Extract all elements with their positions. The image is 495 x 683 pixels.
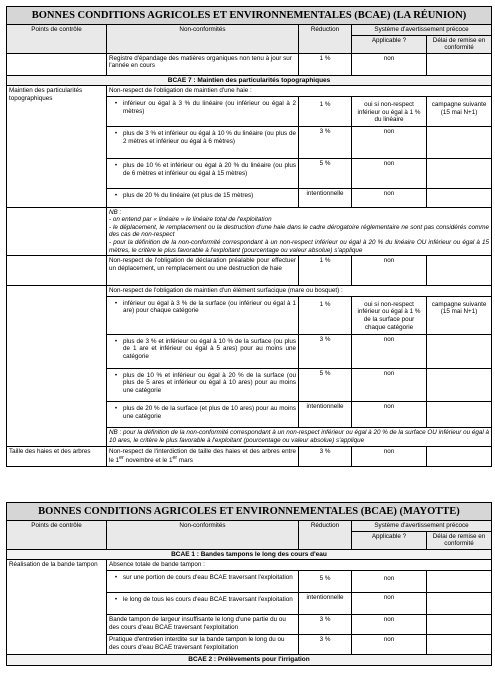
intro-text: Absence totale de bande tampon : <box>107 560 492 571</box>
header-nonconf: Non-conformités <box>107 25 299 54</box>
reduction-cell: intentionnelle <box>299 402 352 428</box>
reduction-cell: 5 % <box>299 368 352 402</box>
table-title: BONNES CONDITIONS AGRICOLES ET ENVIRONNEMENTALES (BCAE) (MAYOTTE) <box>7 503 492 521</box>
bullet-text: inférieur ou égal à 3 % du linéaire (ou inférieur ou égal à 2 mètres) <box>123 99 296 115</box>
reduction-cell: 1 % <box>299 53 352 75</box>
delai-cell: campagne suivante (15 mai N+1) <box>427 296 492 334</box>
delai-cell: campagne suivante (15 mai N+1) <box>427 96 492 126</box>
nonconf-cell: Pratique d'entretien interdite sur la bande tampon le long du ou des cours d'eau BCAE traversant l'exploitation <box>107 634 299 654</box>
point-label: Réalisation de la bande tampon <box>7 560 107 655</box>
bullet-text: sur une portion de cours d'eau BCAE traversant l'exploitation <box>123 573 293 581</box>
bcae-mayotte-table <box>6 502 492 666</box>
nonconf-cell: Non-respect de l'interdiction de taille des haies et des arbres entre le 1er novembre et le 1er mars <box>107 446 299 466</box>
reduction-cell: 3 % <box>299 446 352 466</box>
reduction-cell: 3 % <box>299 614 352 634</box>
applicable-cell: non <box>352 614 427 634</box>
header-points: Points de contrôle <box>7 25 107 54</box>
bcae-reunion-table <box>6 6 492 467</box>
bullet-icon: • <box>114 191 118 199</box>
section-title: BCAE 1 : Bandes tampons le long des cours d'eau <box>7 549 492 560</box>
bullet-icon: • <box>114 99 118 107</box>
bullet-text: le long de tous les cours d'eau BCAE traversant l'exploitation <box>123 595 293 603</box>
bullet-icon: • <box>114 573 118 581</box>
reduction-cell: intentionnelle <box>299 592 352 614</box>
nonconf-cell: Registre d'épandage des matières organiques non tenu à jour sur l'année en cours <box>107 53 299 75</box>
bullet-text: plus de 3 % et inférieur ou égal à 10 % du linéaire (ou plus de 2 mètres et inférieur ou égal à 6 mètres) <box>123 129 296 145</box>
applicable-cell: non <box>352 570 427 592</box>
applicable-cell: non <box>352 53 427 75</box>
applicable-cell: non <box>352 334 427 368</box>
applicable-cell: non <box>352 592 427 614</box>
applicable-cell: non <box>352 634 427 654</box>
nonconf-cell: Bande tampon de largeur insuffisante le long d'une partie du ou des cours d'eau BCAE traversant l'exploitation <box>107 614 299 634</box>
bullet-icon: • <box>114 405 118 413</box>
reduction-cell: 5 % <box>299 158 352 188</box>
applicable-cell: non <box>352 158 427 188</box>
reduction-cell: 5 % <box>299 570 352 592</box>
reduction-cell: 1 % <box>299 256 352 286</box>
bullet-icon: • <box>114 129 118 137</box>
header-reduction: Réduction <box>299 25 352 54</box>
header-systeme: Système d'avertissement précoce <box>352 521 492 532</box>
bullet-text: plus de 10 % et inférieur ou égal à 20 % du linéaire (ou plus de 6 mètres et inférieur ou égal à 15 mètres) <box>123 161 296 177</box>
nb-line: - pour la définition de la non-conformité correspondant à un non-respect inférieur ou égal à 20 % du linéaire OU inférieur ou égal à 15 mètres, le critère le plus favorable à l'exploitant (pourcentage ou valeur absolue) s'applique <box>109 238 490 254</box>
nb-line: - on entend par « linéaire » le linéaire total de l'exploitation <box>109 216 272 224</box>
applicable-cell: non <box>352 126 427 158</box>
bullet-text: inférieur ou égal à 3 % de la surface (ou inférieur ou égal à 1 are) pour chaque catégorie <box>123 299 296 315</box>
applicable-cell: non <box>352 368 427 402</box>
bullet-icon: • <box>114 371 118 379</box>
point-label: Maintien des particularités topographiques <box>7 86 107 207</box>
bullet-icon: • <box>114 595 118 603</box>
header-reduction: Réduction <box>299 521 352 550</box>
bullet-text: plus de 20 % de la surface (et plus de 10 ares) pour au moins une catégorie <box>123 405 296 420</box>
applicable-cell: non <box>352 402 427 428</box>
reduction-cell: 3 % <box>299 334 352 368</box>
reduction-cell: 1 % <box>299 296 352 334</box>
reduction-cell: 1 % <box>299 96 352 126</box>
header-applicable: Applicable ? <box>352 531 427 549</box>
nb-line: - le déplacement, le remplacement ou la destruction d'une haie dans le cadre dérogatoire réglementaire ne sont pas considérés comme des cas de non-respect <box>109 223 490 239</box>
table-title: BONNES CONDITIONS AGRICOLES ET ENVIRONNEMENTALES (BCAE) (LA RÉUNION) <box>7 7 492 25</box>
bullet-text: plus de 3 % et inférieur ou égal à 10 % de la surface (ou plus de 1 are et inférieur ou égal à 5 ares) pour au moins une catégorie <box>123 337 296 360</box>
nonconf-cell: Non-respect de l'obligation de déclaration préalable pour effectuer un déplacement, un remplacement ou une destruction de haie <box>107 256 299 286</box>
applicable-cell: non <box>352 446 427 466</box>
bullet-text: plus de 10 % et inférieur ou égal à 20 % de la surface (ou plus de 5 ares et inférieur ou égal à 10 ares) pour au moins une catégorie <box>123 371 296 394</box>
nb-note: NB : pour la définition de la non-conformité correspondant à un non-respect inférieur ou égal à 20 % de la surface OU inférieur ou égal à 10 ares, le critère le plus favorable à l'exploitant (pourcentage ou valeur absolue) s'applique <box>107 428 492 446</box>
bullet-icon: • <box>114 161 118 169</box>
header-nonconf: Non-conformités <box>107 521 299 550</box>
applicable-cell: oui si non-respect inférieur ou égal à 1 % de la surface pour chaque catégorie <box>352 296 427 334</box>
header-systeme: Système d'avertissement précoce <box>352 25 492 36</box>
reduction-cell: intentionnelle <box>299 188 352 207</box>
nb-label: NB : <box>109 208 122 216</box>
section-title: BCAE 7 : Maintien des particularités topographiques <box>7 75 492 86</box>
reduction-cell: 3 % <box>299 634 352 654</box>
header-points: Points de contrôle <box>7 521 107 550</box>
point-label: Taille des haies et des arbres <box>7 446 107 466</box>
intro-text: Non-respect de l'obligation de maintien d'une haie : <box>107 86 492 97</box>
header-applicable: Applicable ? <box>352 35 427 53</box>
bullet-icon: • <box>114 337 118 345</box>
bullet-icon: • <box>114 299 118 307</box>
reduction-cell: 3 % <box>299 126 352 158</box>
header-delai: Délai de remise en conformité <box>427 35 492 53</box>
section-title: BCAE 2 : Prélèvements pour l'irrigation <box>7 654 492 665</box>
header-delai: Délai de remise en conformité <box>427 531 492 549</box>
applicable-cell: non <box>352 256 427 286</box>
intro-text: Non-respect de l'obligation de maintien d'un élément surfacique (mare ou bosquet) : <box>107 286 492 297</box>
bullet-text: plus de 20 % du linéaire (et plus de 15 mètres) <box>123 191 254 199</box>
applicable-cell: non <box>352 188 427 207</box>
nb-note <box>107 207 492 256</box>
applicable-cell: oui si non-respect inférieur ou égal à 1 % du linéaire <box>352 96 427 126</box>
